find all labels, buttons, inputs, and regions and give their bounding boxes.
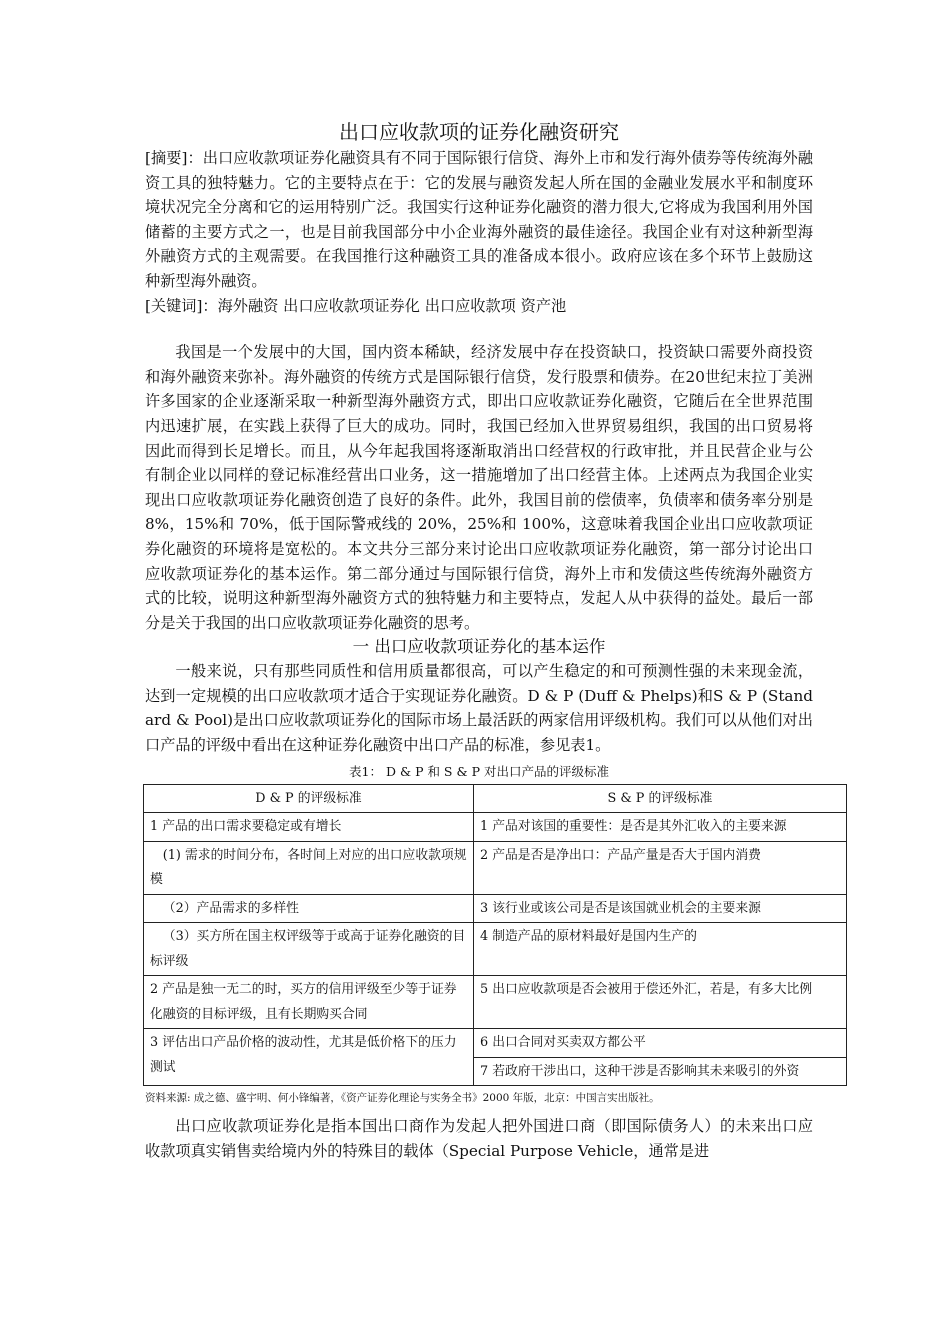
table-cell: 5 出口应收款项是否会被用于偿还外汇，若是，有多大比例 [474, 976, 847, 1029]
table-row [144, 1029, 847, 1058]
rating-criteria-table [143, 784, 847, 1087]
table-row [144, 976, 847, 1029]
section-paragraph: 一般来说，只有那些同质性和信用质量都很高，可以产生稳定的和可预测性强的未来现金流，达到一定规模的出口应收款项才适合于实现证券化融资。D & P (Duff & Phelps)和S & P (Standard & Pool)是出口应收款项证券化的国际市场上最活跃的两家信用评级机构。我们可以从他们对出口产品的评级中看出在这种证券化融资中出口产品的标准，参见表1。 [145, 662, 813, 755]
blank-line [145, 318, 813, 340]
abstract: [摘要]：出口应收款项证券化融资具有不同于国际银行信贷、海外上市和发行海外债券等传统海外融资工具的独特魅力。它的主要特点在于：它的发展与融资发起人所在国的金融业发展水平和制度环境状况完全分离和它的运用特别广泛。我国实行这种证券化融资的潜力很大,它将成为我国利用外国储蓄的主要方式之一，也是目前我国部分中小企业海外融资的最佳途径。我国企业有对这种新型海外融资方式的主观需要。在我国推行这种融资工具的准备成本很小。政府应该在多个环节上鼓励这种新型海外融资。 [145, 149, 813, 290]
table-caption: 表1： D & P 和 S & P 对出口产品的评级标准 [349, 763, 609, 779]
table-header-cell: S & P 的评级标准 [474, 784, 847, 813]
table-cell: 6 出口合同对买卖双方都公平 [474, 1029, 847, 1058]
closing-paragraph: 出口应收款项证券化是指本国出口商作为发起人把外国进口商（即国际债务人）的未来出口应收款项真实销售卖给境内外的特殊目的载体（Special Purpose Vehicle，通常是进 [145, 1117, 813, 1160]
table-header-row [144, 784, 847, 813]
table-cell: 7 若政府干涉出口，这种干涉是否影响其未来吸引的外资 [474, 1057, 847, 1086]
table-cell: 4 制造产品的原材料最好是国内生产的 [474, 923, 847, 976]
table-source-note: 资料来源: 成之德、盛宇明、何小锋编著，《资产证券化理论与实务全书》2000 年版，北京：中国言实出版社。 [145, 1092, 660, 1105]
table-cell: 3 该行业或该公司是否是该国就业机会的主要来源 [474, 894, 847, 923]
table-cell: 3 评估出口产品价格的波动性，尤其是低价格下的压力测试 [144, 1029, 474, 1086]
table-cell: （2）产品需求的多样性 [144, 894, 474, 923]
table-header-cell: D & P 的评级标准 [144, 784, 474, 813]
table-cell: 2 产品是否是净出口：产品产量是否大于国内消费 [474, 841, 847, 894]
table-cell: 1 产品对该国的重要性：是否是其外汇收入的主要来源 [474, 813, 847, 842]
table-cell: 1 产品的出口需求要稳定或有增长 [144, 813, 474, 842]
table-row [144, 894, 847, 923]
intro-paragraph: 我国是一个发展中的大国，国内资本稀缺，经济发展中存在投资缺口，投资缺口需要外商投资和海外融资来弥补。海外融资的传统方式是国际银行信贷，发行股票和债券。在20世纪末拉丁美洲许多国家的企业逐渐采取一种新型海外融资方式，即出口应收款证券化融资，它随后在全世界范围内迅速扩展，在实践上获得了巨大的成功。同时，我国已经加入世界贸易组织，我国的出口贸易将因此而得到长足增长。而且，从今年起我国将逐渐取消出口经营权的行政审批，并且民营企业与公有制企业以同样的登记标准经营出口业务，这一措施增加了出口经营主体。上述两点为我国企业实现出口应收款项证券化融资创造了良好的条件。此外，我国目前的偿债率，负债率和债务率分别是 8%，15%和 70%，低于国际警戒线的 20%，25%和 100%，这意味着我国企业出口应收款项证券化融资的环境将是宽松的。本文共分三部分来讨论出口应收款项证券化融资，第一部分讨论出口应收款项证券化的基本运作。第二部分通过与国际银行信贷，海外上市和发债这些传统海外融资方式的比较，说明这种新型海外融资方式的独特魅力和主要特点，发起人从中获得的益处。最后一部分是关于我国的出口应收款项证券化融资的思考。 [145, 343, 813, 632]
table-cell: 2 产品是独一无二的时，买方的信用评级至少等于证券化融资的目标评级，且有长期购买合同 [144, 976, 474, 1029]
document-page [145, 118, 813, 1163]
section-heading: 一 出口应收款项证券化的基本运作 [352, 637, 606, 657]
table-row [144, 923, 847, 976]
table-cell: （3）买方所在国主权评级等于或高于证券化融资的目标评级 [144, 923, 474, 976]
paper-title: 出口应收款项的证券化融资研究 [339, 120, 619, 144]
keywords: [关键词]：海外融资 出口应收款项证券化 出口应收款项 资产池 [145, 296, 567, 315]
table-row [144, 841, 847, 894]
table-cell: (1) 需求的时间分布，各时间上对应的出口应收款项规模 [144, 841, 474, 894]
table-row [144, 813, 847, 842]
